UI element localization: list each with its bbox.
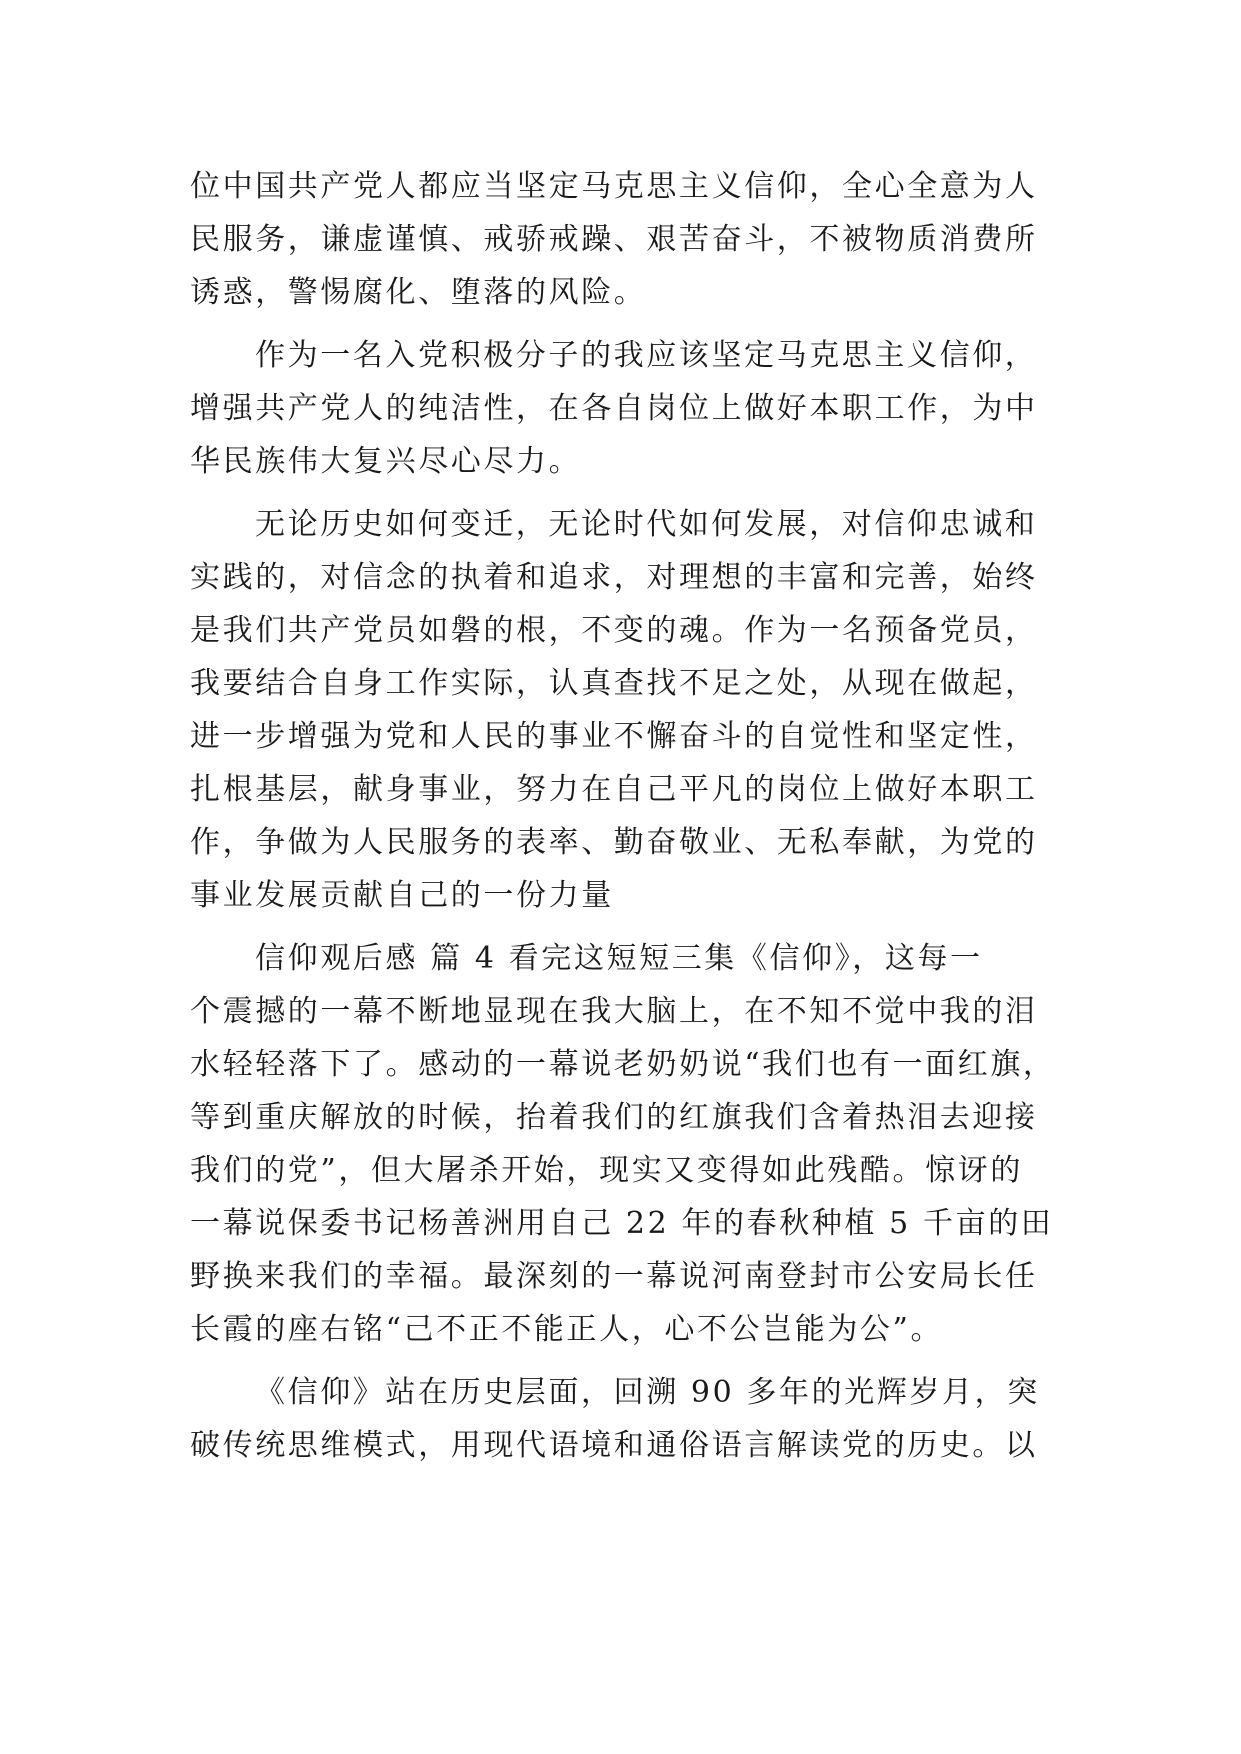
text-line: 无论历史如何变迁，无论时代如何发展，对信仰忠诚和 [255,507,1038,542]
text-line: 个震撼的一幕不断地显现在我大脑上，在不知不觉中我的泪 [190,994,1038,1029]
text-line: 民服务，谦虚谨慎、戒骄戒躁、艰苦奋斗，不被物质消费所 [190,222,1038,257]
text-line: 作，争做为人民服务的表率、勤奋敬业、无私奉献，为党的 [190,825,1038,860]
text-line: 破传统思维模式，用现代语境和通俗语言解读党的历史。以 [190,1428,1038,1463]
text-line: 野换来我们的幸福。最深刻的一幕说河南登封市公安局长任 [190,1259,1038,1294]
text-line: 长霞的座右铭“己不正不能正人，心不公岂能为公”。 [190,1312,944,1347]
text-line: 信仰观后感 篇 4 看完这短短三集《信仰》，这每一 [255,941,983,976]
paragraph [190,329,1060,488]
text-line: 一幕说保委书记杨善洲用自己 22 年的春秋种植 5 千亩的田 [190,1206,1054,1241]
paragraph [190,1366,1060,1472]
text-line: 实践的，对信念的执着和追求，对理想的丰富和完善，始终 [190,560,1038,595]
text-line: 水轻轻落下了。感动的一幕说老奶奶说“我们也有一面红旗， [190,1047,1056,1082]
paragraph [190,160,1060,319]
text-line: 是我们共产党员如磐的根，不变的魂。作为一名预备党员， [190,613,1038,648]
text-line: 增强共产党人的纯洁性，在各自岗位上做好本职工作，为中 [190,391,1038,426]
text-line: 作为一名入党积极分子的我应该坚定马克思主义信仰， [255,338,1038,373]
paragraph [190,932,1060,1356]
text-line: 我要结合自身工作实际，认真查找不足之处，从现在做起， [190,666,1038,701]
body-text [190,160,1060,1472]
text-line: 事业发展贡献自己的一份力量 [190,878,614,913]
text-line: 我们的党”，但大屠杀开始，现实又变得如此残酷。惊讶的 [190,1153,1023,1188]
text-line: 进一步增强为党和人民的事业不懈奋斗的自觉性和坚定性， [190,719,1038,754]
text-line: 等到重庆解放的时候，抬着我们的红旗我们含着热泪去迎接 [190,1100,1038,1135]
text-line: 扎根基层，献身事业，努力在自己平凡的岗位上做好本职工 [190,772,1038,807]
text-line: 《信仰》站在历史层面，回溯 90 多年的光辉岁月，突 [255,1375,1040,1410]
text-line: 位中国共产党人都应当坚定马克思主义信仰，全心全意为人 [190,169,1038,204]
text-line: 诱惑，警惕腐化、堕落的风险。 [190,275,647,310]
text-line: 华民族伟大复兴尽心尽力。 [190,444,582,479]
paragraph [190,498,1060,922]
